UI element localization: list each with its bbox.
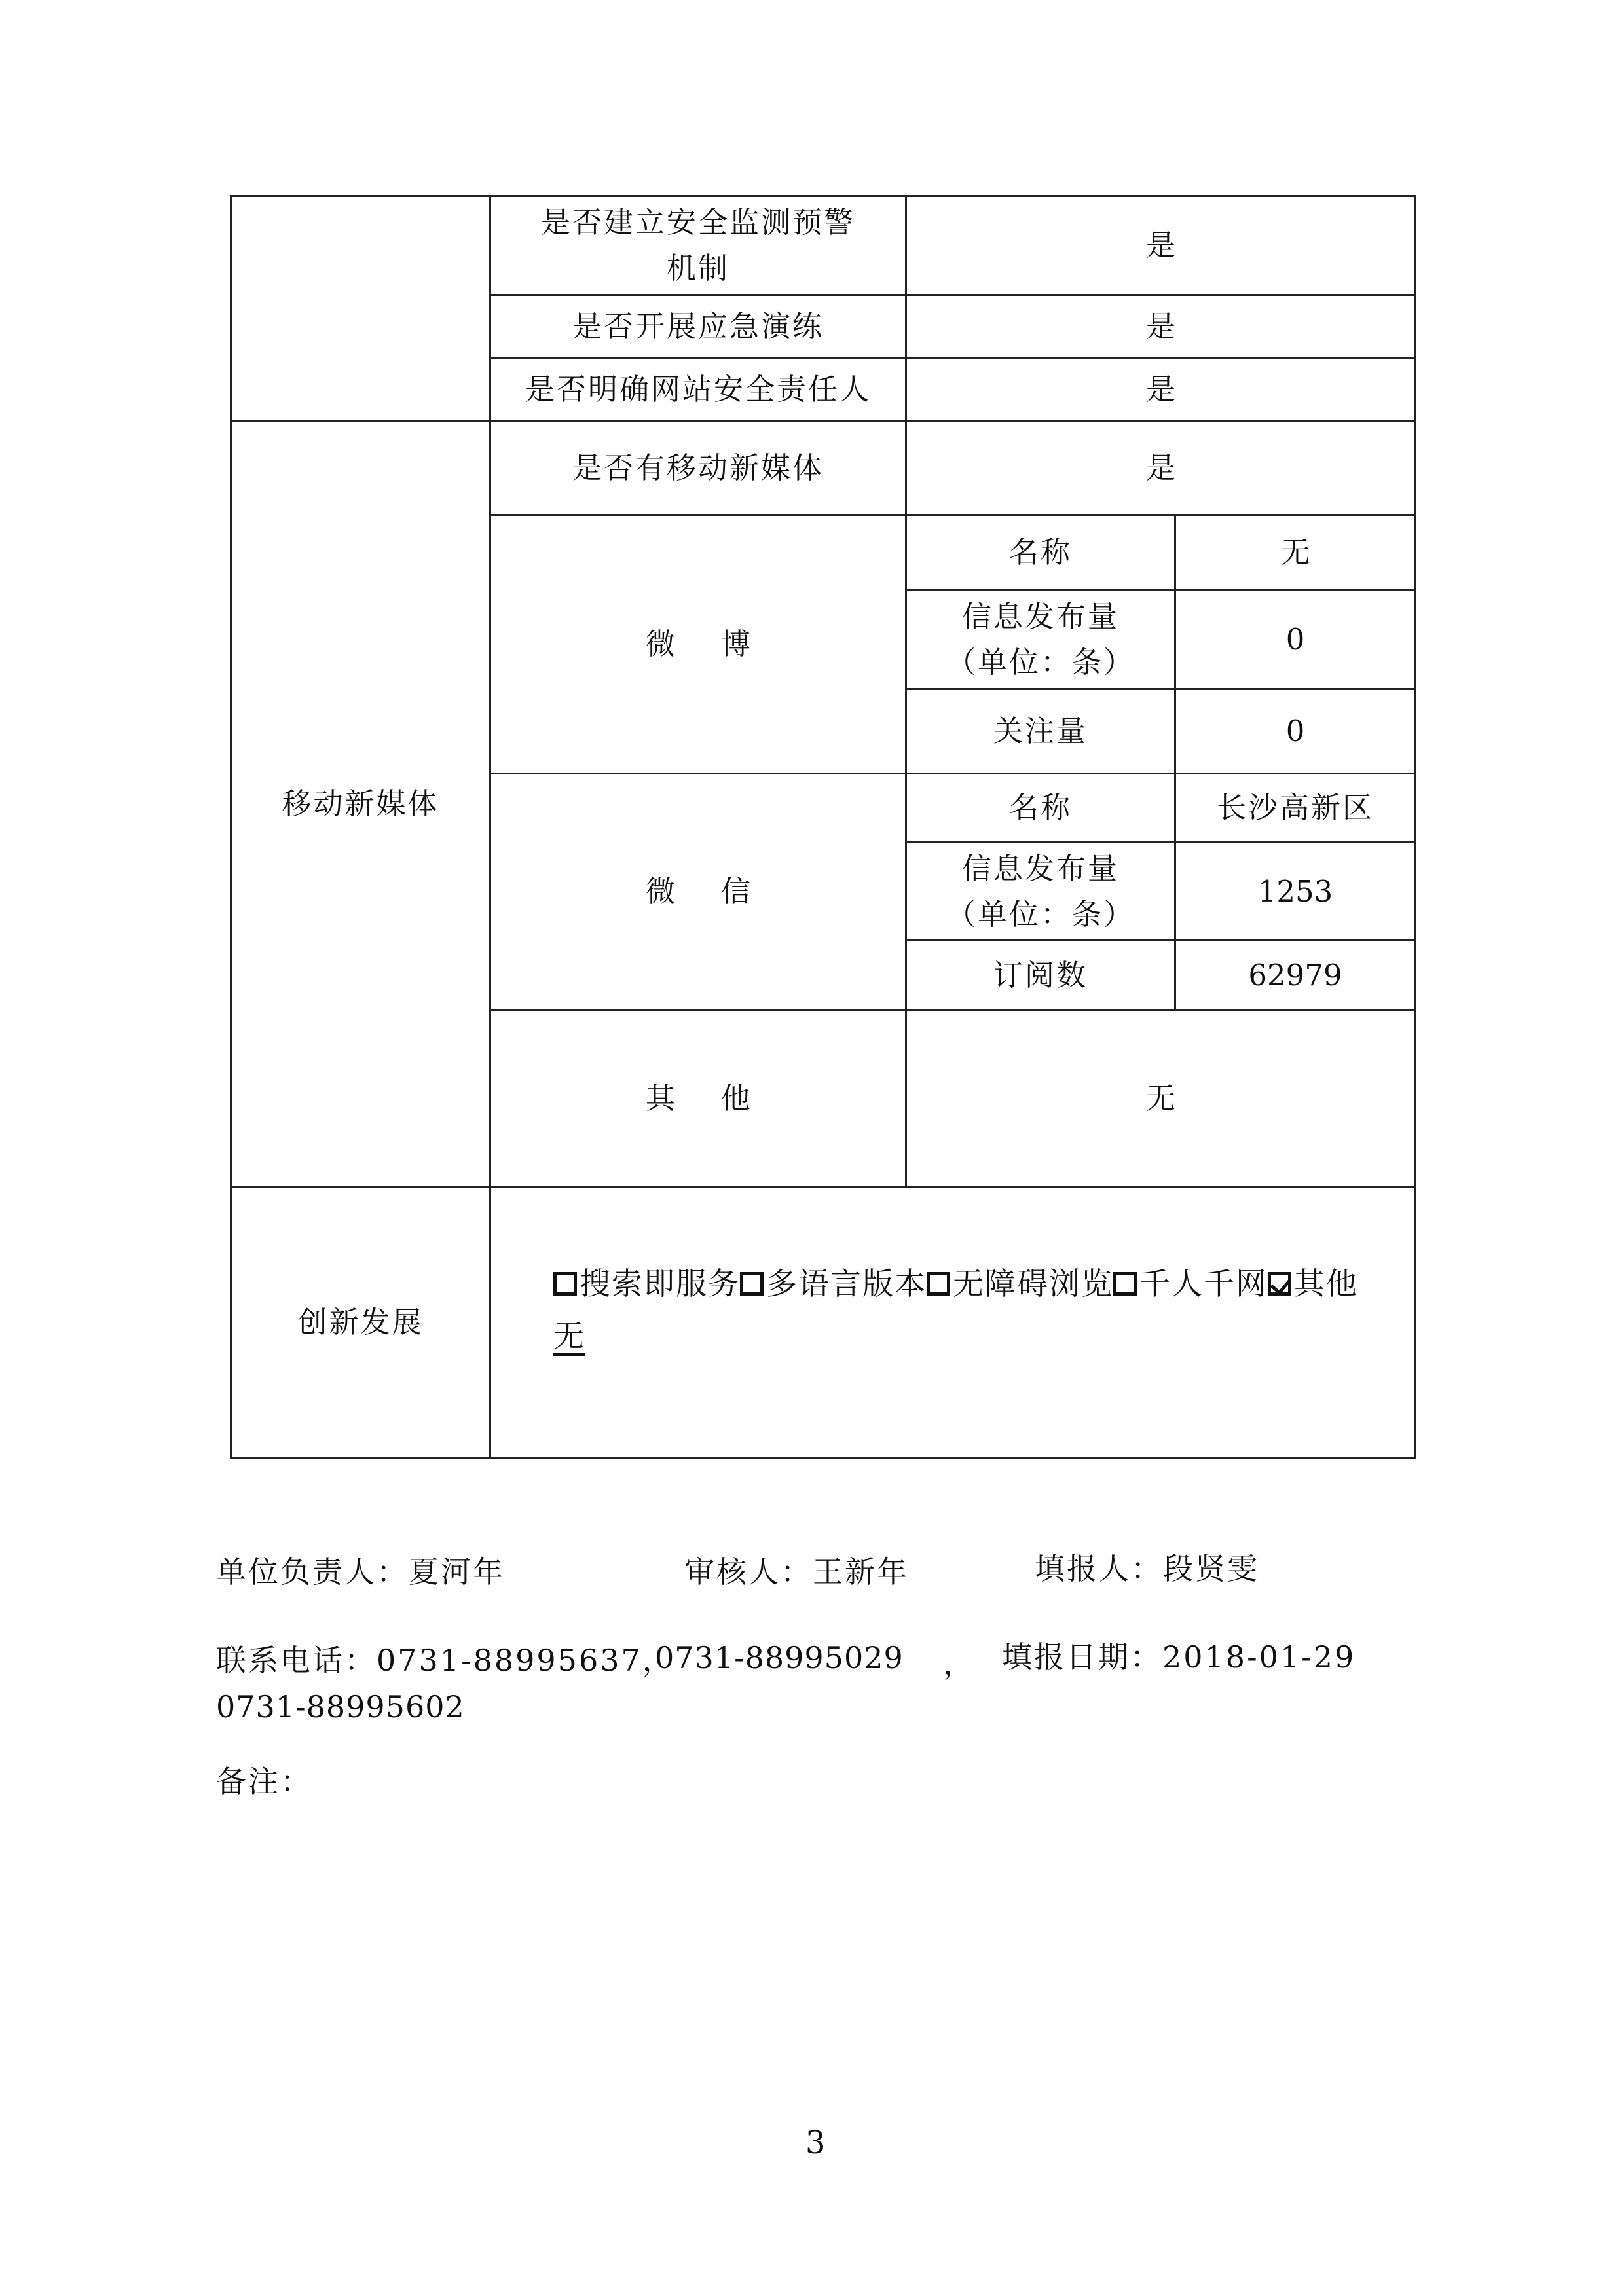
weibo-publish-label-line1: 信息发布量 xyxy=(961,599,1119,634)
wechat-subscribe-value: 62979 xyxy=(1175,941,1416,1010)
innovation-other-text: 无 xyxy=(553,1319,585,1355)
weibo-follow-label: 关注量 xyxy=(906,689,1175,774)
mobile-media-section-label: 移动新媒体 xyxy=(231,421,490,1187)
weibo-name-label: 名称 xyxy=(906,515,1175,591)
checkbox-search-service[interactable] xyxy=(553,1272,577,1296)
security-section-cell xyxy=(231,196,490,421)
wechat-publish-label xyxy=(906,843,1175,941)
has-mobile-media-label: 是否有移动新媒体 xyxy=(490,421,906,515)
wechat-name-label: 名称 xyxy=(906,774,1175,843)
innovation-options xyxy=(490,1187,1416,1459)
monitoring-label-line1: 是否建立安全监测预警 xyxy=(540,205,855,240)
report-table xyxy=(230,195,1416,1459)
option-personalized-label: 千人千网 xyxy=(1139,1266,1268,1302)
page-number: 3 xyxy=(805,2124,826,2161)
option-multilingual-label: 多语言版本 xyxy=(766,1266,927,1302)
responsible-person-label: 是否明确网站安全责任人 xyxy=(490,358,906,421)
monitoring-value: 是 xyxy=(906,196,1416,295)
reviewer: 审核人：王新年 xyxy=(684,1554,909,1590)
checkbox-multilingual[interactable] xyxy=(740,1272,764,1296)
weibo-publish-label xyxy=(906,591,1175,689)
other-media-label: 其他 xyxy=(490,1010,906,1187)
phone-3: 0731-88995602 xyxy=(216,1689,465,1724)
option-search-service-label: 搜索即服务 xyxy=(580,1266,740,1302)
phone-comma: ， xyxy=(943,1646,975,1681)
monitoring-label xyxy=(490,196,906,295)
drill-value: 是 xyxy=(906,295,1416,358)
wechat-publish-value: 1253 xyxy=(1175,843,1416,941)
unit-head: 单位负责人：夏河年 xyxy=(216,1554,505,1590)
weibo-publish-value: 0 xyxy=(1175,591,1416,689)
phone-1: 联系电话：0731-88995637， xyxy=(216,1643,674,1678)
fill-date: 填报日期：2018-01-29 xyxy=(1002,1639,1356,1675)
wechat-publish-label-line2: （单位：条） xyxy=(946,896,1135,932)
checkbox-accessibility[interactable] xyxy=(927,1272,950,1296)
option-other-label: 其他 xyxy=(1294,1266,1358,1302)
has-mobile-media-value: 是 xyxy=(906,421,1416,515)
filler: 填报人：段贤雯 xyxy=(1035,1551,1259,1586)
weibo-follow-value: 0 xyxy=(1175,689,1416,774)
responsible-person-value: 是 xyxy=(906,358,1416,421)
weibo-name-value: 无 xyxy=(1175,515,1416,591)
wechat-name-value: 长沙高新区 xyxy=(1175,774,1416,843)
wechat-subscribe-label: 订阅数 xyxy=(906,941,1175,1010)
remarks-label: 备注： xyxy=(216,1764,312,1799)
checkbox-personalized[interactable] xyxy=(1113,1272,1137,1296)
monitoring-label-line2: 机制 xyxy=(666,251,729,285)
option-accessibility-label: 无障碍浏览 xyxy=(953,1266,1113,1302)
wechat-label: 微信 xyxy=(490,774,906,1010)
drill-label: 是否开展应急演练 xyxy=(490,295,906,358)
innovation-options-line xyxy=(553,1258,1401,1311)
weibo-publish-label-line2: （单位：条） xyxy=(946,645,1135,680)
checkbox-other-checked[interactable] xyxy=(1268,1272,1291,1296)
other-media-value: 无 xyxy=(906,1010,1416,1187)
weibo-label: 微博 xyxy=(490,515,906,774)
phone-2: 0731-88995029 xyxy=(655,1640,904,1675)
wechat-publish-label-line1: 信息发布量 xyxy=(961,850,1119,886)
innovation-section-label: 创新发展 xyxy=(231,1187,490,1459)
